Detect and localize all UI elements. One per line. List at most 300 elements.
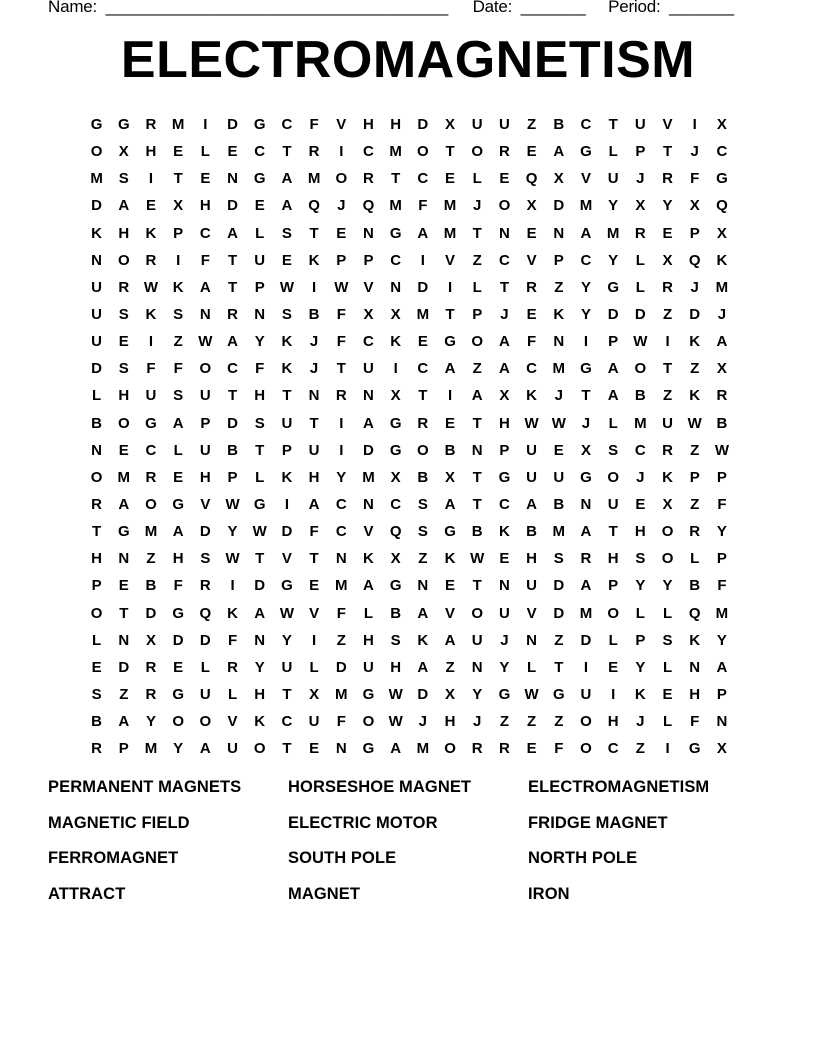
grid-letter[interactable]: K	[498, 523, 510, 541]
grid-letter[interactable]: D	[199, 631, 211, 649]
grid-letter[interactable]: E	[417, 333, 428, 351]
grid-letter[interactable]: N	[363, 387, 374, 405]
grid-letter[interactable]: C	[335, 495, 347, 513]
grid-letter[interactable]: Z	[445, 658, 455, 676]
grid-letter[interactable]: X	[309, 685, 320, 703]
grid-letter[interactable]: K	[716, 251, 728, 269]
grid-letter[interactable]: J	[690, 143, 699, 161]
grid-letter[interactable]: X	[118, 143, 129, 161]
grid-letter[interactable]: R	[716, 387, 728, 405]
grid-letter[interactable]: Y	[227, 523, 238, 541]
grid-letter[interactable]: B	[145, 577, 157, 595]
grid-letter[interactable]: B	[91, 713, 103, 731]
grid-letter[interactable]: A	[172, 414, 184, 432]
grid-letter[interactable]: B	[471, 523, 483, 541]
grid-letter[interactable]: M	[307, 170, 321, 188]
grid-letter[interactable]: W	[714, 441, 729, 459]
grid-letter[interactable]: S	[281, 224, 292, 242]
grid-letter[interactable]: I	[148, 170, 154, 188]
grid-letter[interactable]: O	[580, 713, 592, 731]
grid-letter[interactable]: L	[635, 604, 645, 622]
grid-letter[interactable]: T	[227, 278, 238, 296]
grid-letter[interactable]: N	[498, 577, 510, 595]
grid-letter[interactable]: R	[145, 468, 157, 486]
grid-letter[interactable]: L	[527, 658, 537, 676]
grid-letter[interactable]: K	[281, 360, 293, 378]
grid-letter[interactable]: V	[526, 251, 537, 269]
grid-letter[interactable]: D	[199, 523, 211, 541]
grid-letter[interactable]: G	[253, 116, 266, 133]
grid-letter[interactable]: G	[117, 116, 130, 133]
grid-letter[interactable]: Y	[254, 658, 265, 676]
grid-letter[interactable]: G	[580, 468, 592, 486]
grid-letter[interactable]: I	[312, 278, 317, 296]
grid-letter[interactable]: F	[336, 305, 346, 323]
grid-letter[interactable]: W	[633, 333, 648, 351]
grid-letter[interactable]: A	[363, 577, 374, 595]
grid-letter[interactable]: Z	[146, 550, 156, 568]
grid-letter[interactable]: E	[445, 170, 456, 188]
grid-letter[interactable]: G	[172, 495, 184, 513]
grid-letter[interactable]: D	[553, 604, 565, 622]
grid-letter[interactable]: Q	[688, 251, 701, 269]
grid-letter[interactable]: D	[335, 658, 347, 676]
grid-letter[interactable]: R	[662, 278, 673, 296]
grid-letter[interactable]: M	[443, 197, 457, 215]
grid-letter[interactable]: L	[608, 631, 618, 649]
grid-letter[interactable]: W	[524, 414, 539, 432]
grid-letter[interactable]: C	[390, 495, 402, 513]
grid-letter[interactable]: Y	[472, 685, 483, 703]
grid-letter[interactable]: K	[417, 631, 429, 649]
grid-letter[interactable]: S	[608, 441, 619, 459]
grid-letter[interactable]: E	[309, 740, 320, 758]
grid-letter[interactable]: U	[607, 170, 619, 188]
grid-letter[interactable]: A	[498, 333, 510, 351]
grid-letter[interactable]: D	[227, 116, 238, 133]
grid-letter[interactable]: E	[499, 550, 510, 568]
grid-letter[interactable]: A	[607, 387, 619, 405]
grid-letter[interactable]: A	[607, 360, 619, 378]
grid-letter[interactable]: T	[608, 116, 618, 133]
grid-letter[interactable]: S	[200, 550, 211, 568]
grid-letter[interactable]: W	[524, 685, 539, 703]
grid-letter[interactable]: M	[715, 278, 729, 296]
grid-letter[interactable]: K	[254, 713, 266, 731]
grid-letter[interactable]: N	[335, 550, 347, 568]
grid-letter[interactable]: G	[253, 170, 266, 188]
grid-letter[interactable]: H	[689, 685, 701, 703]
grid-letter[interactable]: E	[662, 224, 673, 242]
grid-letter[interactable]: R	[526, 278, 538, 296]
grid-letter[interactable]: Z	[418, 550, 428, 568]
grid-letter[interactable]: F	[336, 713, 346, 731]
grid-letter[interactable]: M	[335, 577, 348, 595]
grid-letter[interactable]: J	[473, 713, 482, 731]
grid-letter[interactable]: I	[148, 333, 154, 351]
grid-letter[interactable]: A	[498, 360, 510, 378]
grid-letter[interactable]: Q	[525, 170, 538, 188]
grid-letter[interactable]: T	[472, 224, 482, 242]
grid-letter[interactable]: P	[336, 251, 347, 269]
grid-letter[interactable]: H	[172, 550, 184, 568]
grid-letter[interactable]: L	[255, 224, 265, 242]
grid-letter[interactable]: D	[118, 658, 130, 676]
grid-letter[interactable]: C	[498, 495, 510, 513]
grid-letter[interactable]: S	[281, 305, 292, 323]
grid-letter[interactable]: U	[363, 360, 374, 378]
grid-letter[interactable]: I	[203, 116, 208, 133]
grid-letter[interactable]: D	[227, 197, 238, 215]
grid-letter[interactable]: M	[144, 523, 158, 541]
grid-letter[interactable]: U	[199, 387, 211, 405]
grid-letter[interactable]: M	[715, 604, 729, 622]
grid-letter[interactable]: S	[254, 414, 265, 432]
grid-letter[interactable]: J	[418, 713, 428, 731]
grid-letter[interactable]: V	[281, 550, 292, 568]
grid-letter[interactable]: G	[117, 523, 130, 541]
grid-letter[interactable]: K	[689, 631, 701, 649]
grid-letter[interactable]: W	[551, 414, 566, 432]
grid-letter[interactable]: P	[608, 577, 619, 595]
grid-letter[interactable]: R	[471, 740, 483, 758]
grid-letter[interactable]: I	[420, 251, 425, 269]
grid-letter[interactable]: M	[335, 685, 348, 703]
grid-letter[interactable]: L	[635, 278, 645, 296]
grid-letter[interactable]: G	[389, 441, 402, 459]
grid-letter[interactable]: F	[717, 577, 727, 595]
grid-letter[interactable]: T	[336, 360, 346, 378]
grid-letter[interactable]: U	[526, 577, 538, 595]
grid-letter[interactable]: L	[662, 658, 673, 676]
grid-letter[interactable]: X	[390, 550, 401, 568]
grid-letter[interactable]: A	[444, 631, 456, 649]
grid-letter[interactable]: R	[335, 387, 347, 405]
grid-letter[interactable]: K	[444, 550, 456, 568]
grid-letter[interactable]: E	[336, 224, 347, 242]
grid-letter[interactable]: K	[227, 604, 238, 622]
grid-letter[interactable]: E	[281, 251, 292, 269]
grid-letter[interactable]: U	[281, 658, 293, 676]
grid-letter[interactable]: A	[254, 604, 266, 622]
grid-letter[interactable]: G	[688, 740, 701, 758]
grid-letter[interactable]: J	[500, 631, 509, 649]
grid-letter[interactable]: A	[118, 713, 130, 731]
grid-letter[interactable]: U	[498, 116, 510, 133]
grid-letter[interactable]: N	[363, 224, 374, 242]
grid-letter[interactable]: C	[634, 441, 646, 459]
grid-letter[interactable]: U	[281, 414, 293, 432]
grid-letter[interactable]: A	[526, 495, 538, 513]
grid-letter[interactable]: A	[227, 224, 238, 242]
grid-letter[interactable]: S	[118, 360, 129, 378]
grid-letter[interactable]: U	[91, 333, 103, 351]
grid-letter[interactable]: N	[716, 713, 728, 731]
grid-letter[interactable]: A	[281, 197, 293, 215]
grid-letter[interactable]: E	[173, 468, 184, 486]
grid-letter[interactable]: A	[199, 278, 211, 296]
grid-letter[interactable]: C	[390, 251, 402, 269]
grid-letter[interactable]: A	[199, 740, 211, 758]
grid-letter[interactable]: E	[173, 658, 184, 676]
grid-letter[interactable]: W	[198, 333, 213, 351]
grid-letter[interactable]: K	[91, 224, 103, 242]
grid-letter[interactable]: L	[255, 468, 265, 486]
grid-letter[interactable]: H	[390, 658, 402, 676]
grid-letter[interactable]: N	[118, 550, 130, 568]
grid-letter[interactable]: R	[91, 740, 103, 758]
grid-letter[interactable]: C	[281, 713, 293, 731]
grid-letter[interactable]: U	[199, 685, 211, 703]
grid-letter[interactable]: P	[716, 468, 727, 486]
grid-letter[interactable]: A	[553, 143, 565, 161]
grid-letter[interactable]: U	[553, 468, 565, 486]
grid-letter[interactable]: W	[252, 523, 267, 541]
grid-letter[interactable]: I	[447, 278, 453, 296]
grid-letter[interactable]: B	[553, 116, 565, 133]
grid-letter[interactable]: V	[445, 251, 456, 269]
grid-letter[interactable]: T	[227, 387, 238, 405]
grid-letter[interactable]: M	[552, 360, 566, 378]
grid-letter[interactable]: K	[662, 468, 673, 486]
grid-letter[interactable]: R	[199, 577, 211, 595]
grid-letter[interactable]: A	[580, 523, 592, 541]
grid-letter[interactable]: T	[472, 495, 482, 513]
grid-letter[interactable]: O	[471, 604, 484, 622]
grid-letter[interactable]: A	[118, 197, 130, 215]
grid-letter[interactable]: M	[579, 197, 593, 215]
grid-letter[interactable]: G	[498, 685, 511, 703]
grid-letter[interactable]: X	[716, 116, 727, 133]
grid-letter[interactable]: D	[689, 305, 701, 323]
grid-letter[interactable]: F	[336, 604, 346, 622]
grid-letter[interactable]: P	[173, 224, 184, 242]
grid-letter[interactable]: E	[118, 333, 129, 351]
grid-letter[interactable]: X	[390, 305, 401, 323]
grid-letter[interactable]: X	[580, 441, 591, 459]
grid-letter[interactable]: P	[281, 441, 292, 459]
grid-letter[interactable]: Z	[527, 713, 537, 731]
grid-letter[interactable]: F	[554, 740, 564, 758]
grid-letter[interactable]: Z	[690, 495, 700, 513]
grid-letter[interactable]: W	[279, 604, 294, 622]
grid-letter[interactable]: X	[363, 305, 374, 323]
grid-letter[interactable]: Z	[527, 116, 537, 133]
grid-letter[interactable]: G	[580, 360, 592, 378]
grid-letter[interactable]: B	[689, 577, 701, 595]
grid-letter[interactable]: C	[227, 360, 238, 378]
grid-letter[interactable]: M	[389, 143, 402, 161]
grid-letter[interactable]: N	[526, 631, 538, 649]
grid-letter[interactable]: P	[635, 143, 646, 161]
grid-letter[interactable]: O	[417, 441, 429, 459]
grid-letter[interactable]: I	[583, 658, 589, 676]
grid-letter[interactable]: A	[172, 523, 184, 541]
grid-letter[interactable]: Q	[716, 197, 728, 215]
grid-letter[interactable]: E	[445, 414, 456, 432]
grid-letter[interactable]: Z	[554, 631, 564, 649]
grid-letter[interactable]: X	[689, 197, 700, 215]
grid-letter[interactable]: E	[635, 495, 646, 513]
grid-letter[interactable]: A	[227, 333, 238, 351]
grid-letter[interactable]: U	[254, 251, 266, 269]
grid-letter[interactable]: D	[553, 577, 565, 595]
grid-letter[interactable]: K	[553, 305, 565, 323]
grid-letter[interactable]: G	[362, 685, 375, 703]
grid-letter[interactable]: B	[716, 414, 728, 432]
grid-letter[interactable]: V	[227, 713, 238, 731]
grid-letter[interactable]: B	[227, 441, 238, 459]
grid-letter[interactable]: V	[445, 604, 456, 622]
grid-letter[interactable]: M	[552, 523, 566, 541]
grid-letter[interactable]: F	[309, 116, 319, 133]
grid-letter[interactable]: M	[90, 170, 103, 188]
grid-letter[interactable]: X	[635, 197, 646, 215]
grid-letter[interactable]: P	[118, 740, 129, 758]
grid-letter[interactable]: J	[309, 360, 319, 378]
grid-letter[interactable]: V	[363, 278, 374, 296]
grid-letter[interactable]: U	[308, 713, 320, 731]
grid-letter[interactable]: V	[580, 170, 591, 188]
grid-letter[interactable]: D	[91, 360, 103, 378]
grid-letter[interactable]: E	[553, 441, 564, 459]
grid-letter[interactable]: B	[417, 468, 429, 486]
grid-letter[interactable]: T	[391, 170, 401, 188]
grid-letter[interactable]: U	[227, 740, 238, 758]
grid-letter[interactable]: T	[499, 278, 509, 296]
grid-letter[interactable]: U	[145, 387, 157, 405]
grid-letter[interactable]: N	[471, 658, 483, 676]
grid-letter[interactable]: C	[498, 251, 510, 269]
grid-letter[interactable]: L	[472, 278, 482, 296]
grid-letter[interactable]: F	[309, 523, 319, 541]
grid-letter[interactable]: K	[145, 305, 157, 323]
grid-letter[interactable]: L	[635, 251, 645, 269]
grid-letter[interactable]: L	[472, 170, 482, 188]
grid-letter[interactable]: L	[662, 604, 673, 622]
grid-letter[interactable]: N	[689, 658, 701, 676]
grid-letter[interactable]: Y	[662, 577, 673, 595]
grid-letter[interactable]: A	[471, 387, 483, 405]
grid-letter[interactable]: T	[554, 658, 564, 676]
grid-letter[interactable]: B	[634, 387, 646, 405]
grid-letter[interactable]: B	[308, 305, 320, 323]
grid-letter[interactable]: E	[145, 197, 156, 215]
grid-letter[interactable]: O	[444, 740, 456, 758]
grid-letter[interactable]: R	[145, 251, 157, 269]
grid-letter[interactable]: D	[172, 631, 184, 649]
grid-letter[interactable]: P	[608, 333, 619, 351]
grid-letter[interactable]: O	[498, 197, 511, 215]
grid-letter[interactable]: Y	[716, 523, 727, 541]
grid-letter[interactable]: T	[581, 387, 591, 405]
grid-letter[interactable]: O	[172, 713, 184, 731]
grid-letter[interactable]: Q	[362, 197, 375, 215]
grid-letter[interactable]: J	[581, 414, 591, 432]
grid-letter[interactable]: X	[145, 631, 156, 649]
grid-letter[interactable]: R	[662, 441, 673, 459]
grid-letter[interactable]: H	[607, 713, 619, 731]
grid-letter[interactable]: D	[607, 305, 619, 323]
grid-letter[interactable]: T	[472, 577, 482, 595]
grid-letter[interactable]: T	[662, 360, 673, 378]
grid-letter[interactable]: U	[471, 116, 483, 133]
grid-letter[interactable]: P	[716, 685, 727, 703]
grid-letter[interactable]: U	[662, 414, 673, 432]
grid-letter[interactable]: X	[173, 197, 184, 215]
grid-letter[interactable]: U	[526, 441, 538, 459]
grid-letter[interactable]: N	[363, 495, 374, 513]
grid-letter[interactable]: U	[308, 441, 320, 459]
grid-letter[interactable]: E	[118, 441, 129, 459]
grid-letter[interactable]: L	[227, 685, 238, 703]
grid-letter[interactable]: P	[553, 251, 564, 269]
grid-letter[interactable]: E	[526, 224, 537, 242]
grid-letter[interactable]: J	[636, 170, 645, 188]
grid-letter[interactable]: L	[92, 631, 102, 649]
grid-letter[interactable]: N	[553, 224, 565, 242]
grid-letter[interactable]: W	[388, 685, 403, 703]
grid-letter[interactable]: R	[498, 740, 510, 758]
grid-letter[interactable]: Y	[580, 305, 591, 323]
grid-letter[interactable]: U	[526, 468, 538, 486]
grid-letter[interactable]: T	[282, 740, 292, 758]
grid-letter[interactable]: L	[662, 713, 673, 731]
grid-letter[interactable]: N	[227, 170, 238, 188]
period-blank[interactable]: _______	[669, 0, 734, 16]
grid-letter[interactable]: E	[445, 577, 456, 595]
grid-letter[interactable]: R	[498, 143, 510, 161]
grid-letter[interactable]: O	[335, 170, 348, 188]
grid-letter[interactable]: H	[363, 116, 374, 133]
grid-letter[interactable]: D	[634, 305, 646, 323]
grid-letter[interactable]: H	[308, 468, 320, 486]
grid-letter[interactable]: X	[445, 468, 456, 486]
grid-letter[interactable]: I	[393, 360, 398, 378]
grid-letter[interactable]: O	[253, 740, 266, 758]
grid-letter[interactable]: L	[92, 387, 102, 405]
grid-letter[interactable]: B	[390, 604, 402, 622]
grid-letter[interactable]: G	[362, 740, 375, 758]
grid-letter[interactable]: Z	[690, 441, 700, 459]
grid-letter[interactable]: R	[417, 414, 429, 432]
grid-letter[interactable]: K	[281, 333, 293, 351]
grid-letter[interactable]: Z	[690, 360, 700, 378]
grid-letter[interactable]: C	[417, 360, 429, 378]
grid-letter[interactable]: C	[281, 116, 293, 133]
grid-letter[interactable]: X	[662, 495, 673, 513]
grid-letter[interactable]: F	[146, 360, 156, 378]
grid-letter[interactable]: R	[227, 305, 238, 323]
grid-letter[interactable]: Y	[608, 251, 619, 269]
grid-letter[interactable]: E	[309, 577, 320, 595]
grid-letter[interactable]: H	[199, 468, 211, 486]
grid-letter[interactable]: A	[716, 658, 728, 676]
grid-letter[interactable]: M	[117, 468, 131, 486]
grid-letter[interactable]: D	[254, 577, 266, 595]
grid-letter[interactable]: J	[500, 305, 509, 323]
grid-letter[interactable]: X	[445, 685, 456, 703]
grid-letter[interactable]: Z	[499, 713, 509, 731]
grid-letter[interactable]: C	[716, 143, 728, 161]
grid-letter[interactable]: O	[90, 468, 103, 486]
grid-letter[interactable]: D	[417, 116, 429, 133]
grid-letter[interactable]: F	[173, 360, 183, 378]
grid-letter[interactable]: M	[579, 604, 593, 622]
grid-letter[interactable]: T	[608, 523, 618, 541]
grid-letter[interactable]: P	[227, 468, 238, 486]
grid-letter[interactable]: T	[173, 170, 183, 188]
